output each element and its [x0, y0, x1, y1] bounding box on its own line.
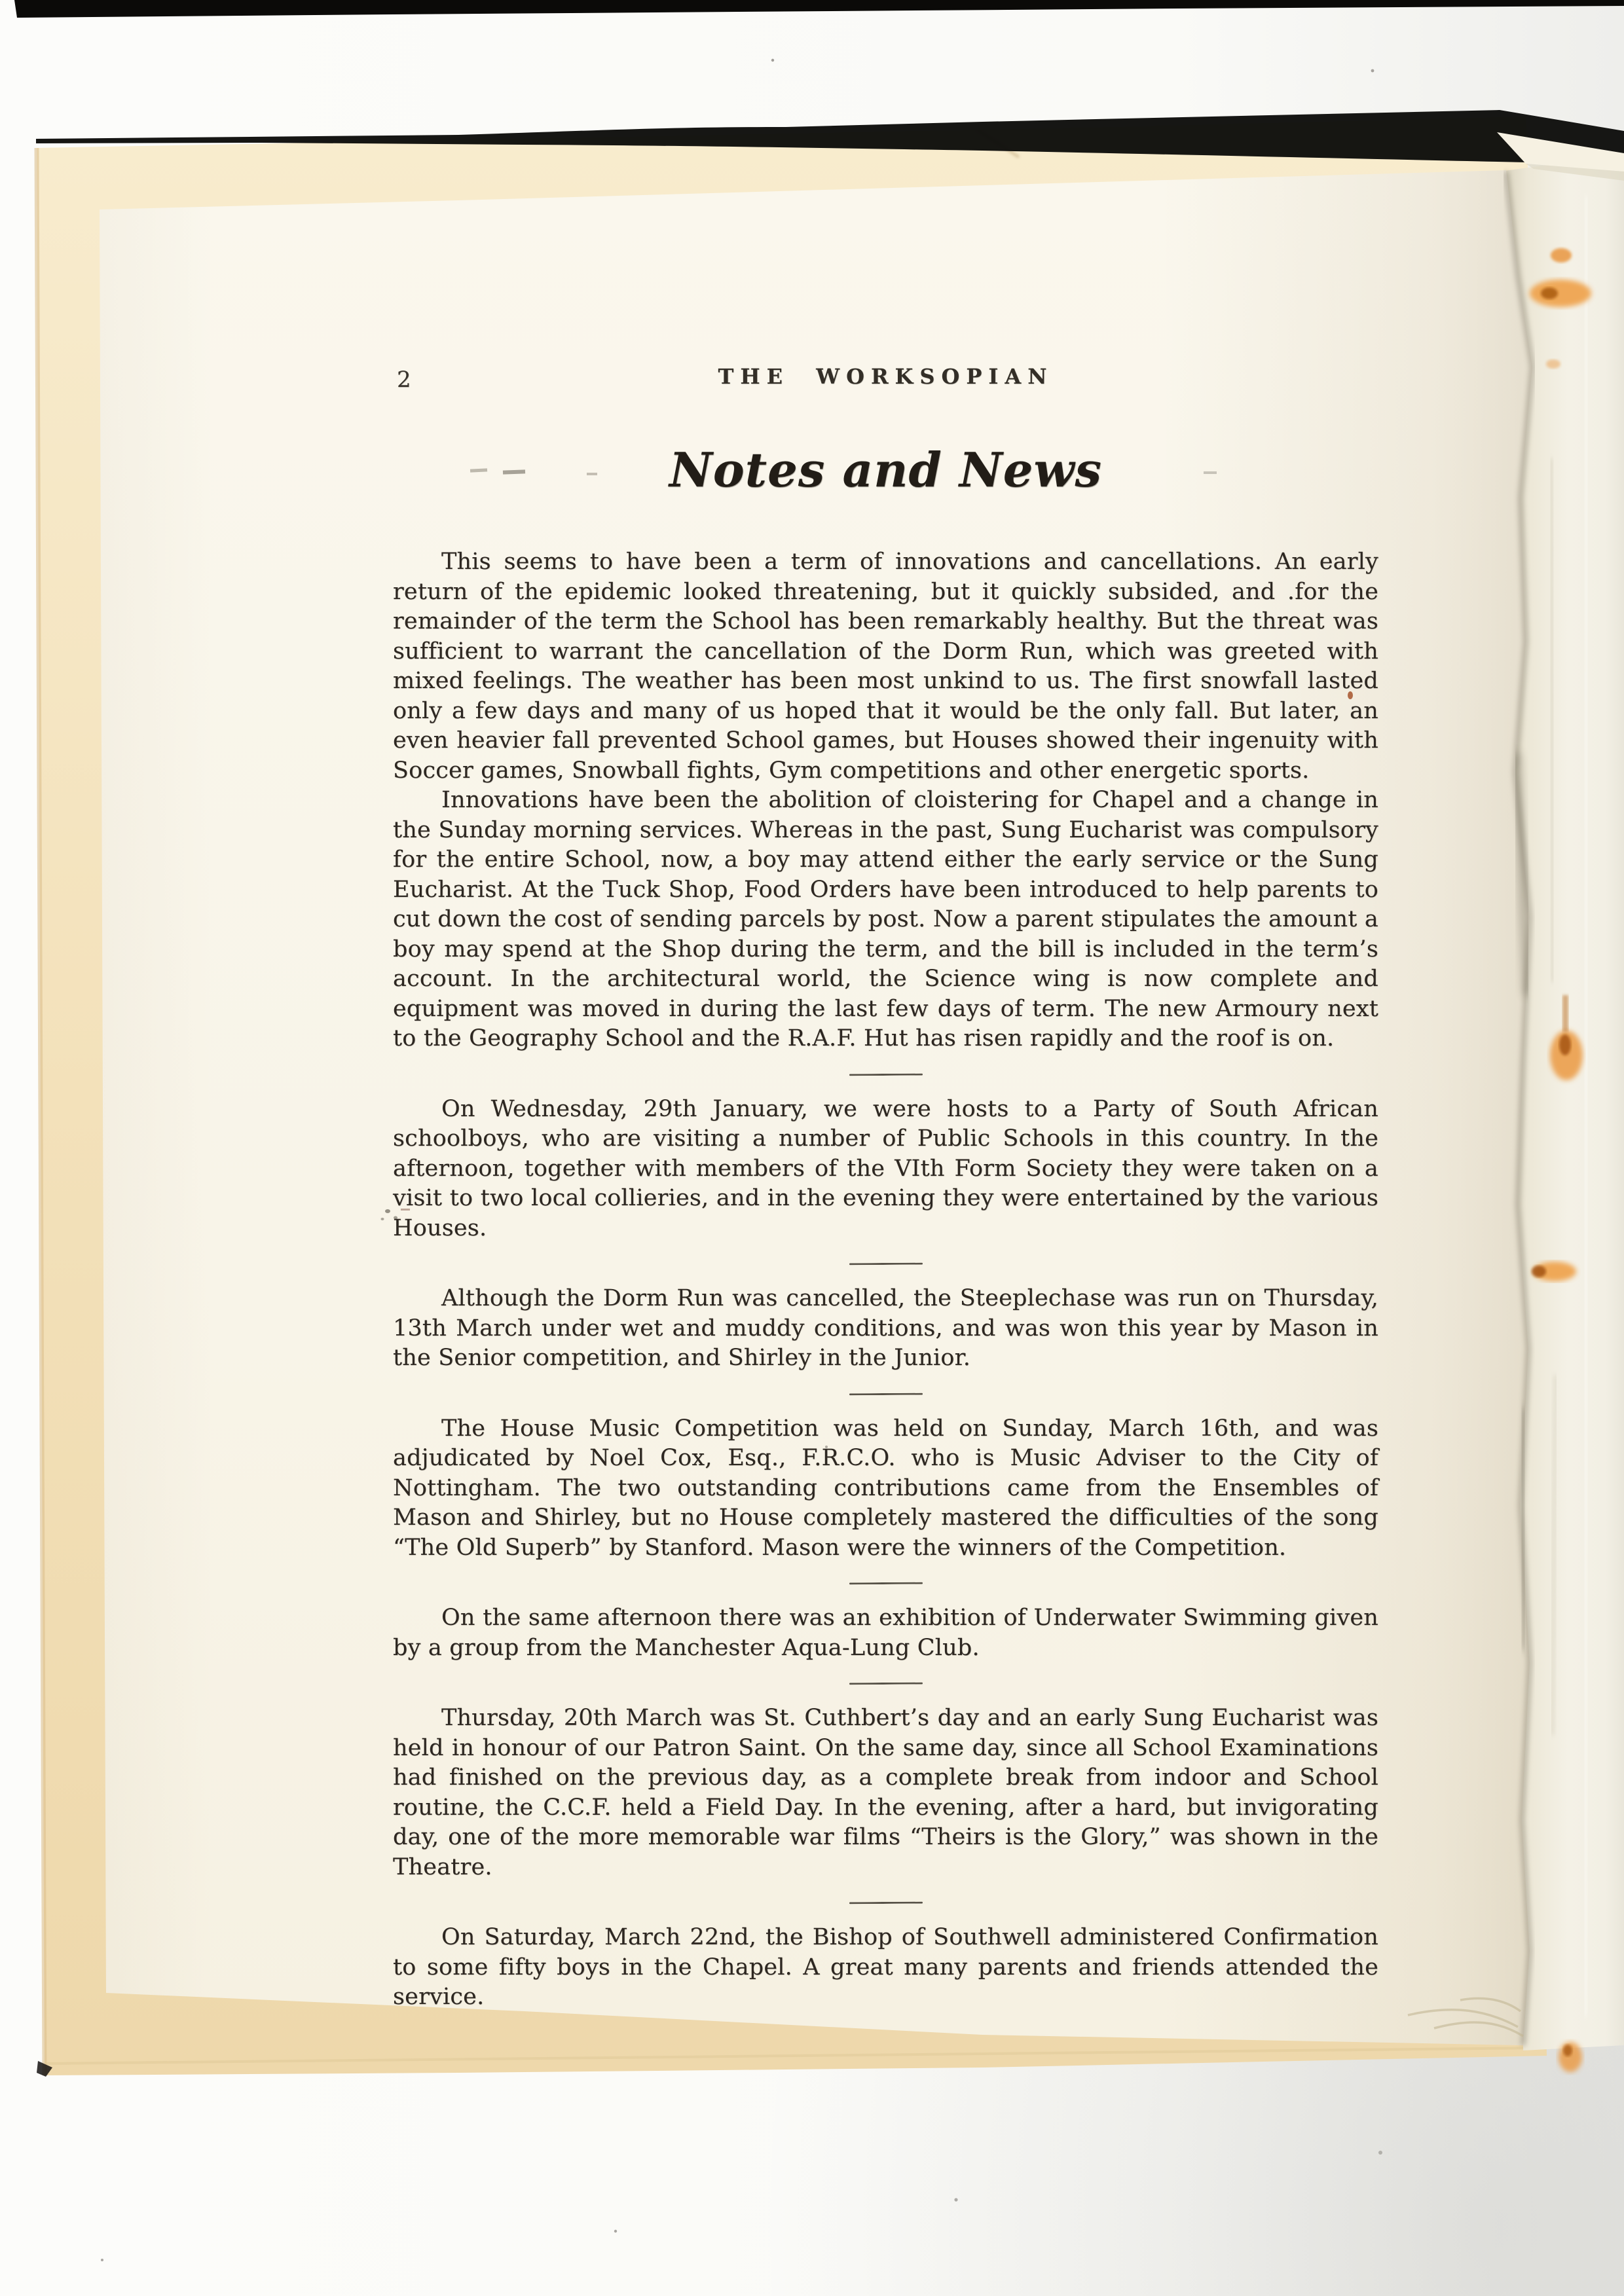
section-divider [849, 1263, 922, 1266]
article-body [393, 547, 1378, 2013]
paragraph: Thursday, 20th March was St. Cuthbert’s day and an early Sung Eucharist was held in honour of our Patron Saint. On the same day, since all School Examinations had finished on the previous day, as a complete break from indoor and School routine, the C.C.F. held a Field Day. In the evening, after a hard, but invigorating day, one of the more memorable war films “Theirs is the Glory,” was shown in the Theatre. [393, 1705, 1378, 1880]
paragraph: On the same afternoon there was an exhibition of Underwater Swimming given by a group from the Manchester Aqua-Lung Club. [393, 1605, 1378, 1661]
page-body [393, 364, 1378, 2013]
page-header [393, 364, 1378, 394]
page-number: 2 [397, 367, 411, 393]
paragraph: This seems to have been a term of innovations and cancellations. An early return of the epidemic looked threatening, but it quickly subsided, and .for the remainder of the term the School has been remarkably healthy. But the threat was sufficient to warrant the cancellation of the Dorm Run, which was greeted with mixed feelings. The weather has been most unkind to us. The first snowfall lasted only a few days and many of us hoped that it would be the only fall. But later, an even heavier fall prevented School games, but Houses showed their ingenuity with Soccer games, Snowball fights, Gym competitions and other energetic sports. [393, 549, 1378, 784]
section-divider [849, 1073, 922, 1076]
paragraph: Although the Dorm Run was cancelled, the Steeplechase was run on Thursday, 13th March under wet and muddy conditions, and was won this year by Mason in the Senior competition, and Shirley in the Junior. [393, 1285, 1378, 1371]
section-divider [849, 1902, 922, 1904]
paragraph: The House Music Competition was held on Sunday, March 16th, and was adjudicated by Noel Cox, Esq., F.R.C.O. who is Music Adviser to the City of Nottingham. The two outstanding contributions came from the Ensembles of Mason and Shirley, but no House completely mastered the difficulties of the song “The Old Superb” by Stanford. Mason were the winners of the Competition. [393, 1415, 1378, 1561]
paragraph: On Wednesday, 29th January, we were hosts to a Party of South African schoolboys, who are visiting a number of Public Schools in this country. In the afternoon, together with members of the VIth Form Society they were taken on a visit to two local collieries, and in the evening they were entertained by the various Houses. [393, 1095, 1378, 1241]
article-title: Notes and News [669, 442, 1103, 498]
section-divider [849, 1582, 922, 1585]
section-divider [849, 1393, 922, 1395]
running-title: THE WORKSOPIAN [718, 364, 1054, 389]
paragraph: On Saturday, March 22nd, the Bishop of Southwell administered Confirmation to some fifty boys in the Chapel. A great many parents and friends attended the service. [393, 1924, 1378, 2010]
paragraph: Innovations have been the abolition of cloistering for Chapel and a change in the Sunday morning services. Whereas in the past, Sung Eucharist was compulsory for the entire School, now, a boy may attend either the early service or the Sung Eucharist. At the Tuck Shop, Food Orders have been introduced to help parents to cut down the cost of sending parcels by post. Now a parent stipulates the amount a boy may spend at the Shop during the term, and the bill is included in the term’s account. In the architectural world, the Science wing is now complete and equipment was moved in during the last few days of term. The new Armoury next to the Geography School and the R.A.F. Hut has risen rapidly and the roof is on. [393, 787, 1378, 1051]
section-divider [849, 1683, 922, 1685]
